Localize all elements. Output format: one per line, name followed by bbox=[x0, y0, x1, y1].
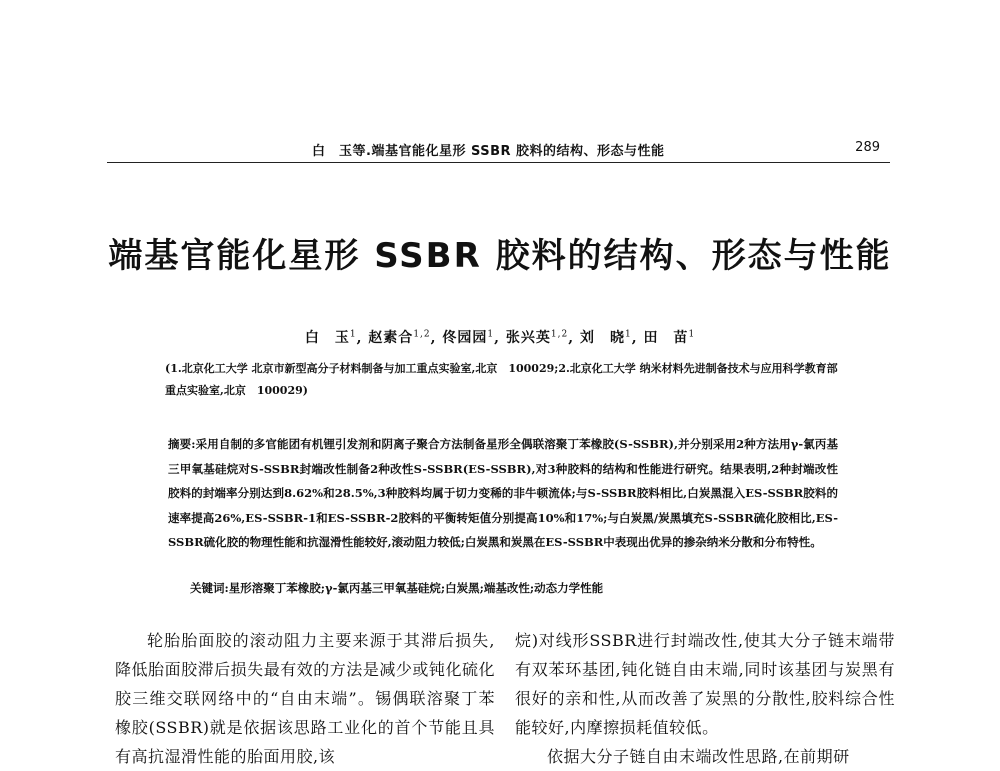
abstract-label: 摘要: bbox=[168, 437, 196, 451]
author-name: 张兴英 bbox=[505, 330, 551, 346]
author-list: 白 玉$^1$, 赵素合$^{1,2}$, 佟园园$^1$, 张兴英$^{1,2}$, 刘 晓$^1$, 田 苗$^1$ bbox=[304, 329, 696, 346]
body-left-column bbox=[115, 626, 495, 771]
author-affiliation-mark: 1 bbox=[688, 329, 696, 340]
body-paragraph: 依据大分子链自由末端改性思路,在前期研 bbox=[547, 747, 850, 766]
author-affiliation-mark: 1 bbox=[349, 329, 357, 340]
page-number: 289 bbox=[855, 140, 880, 155]
author-affiliation-mark: 1,2 bbox=[413, 329, 431, 340]
author-name: 刘 晓 bbox=[579, 330, 625, 346]
author-affiliation-mark: 1 bbox=[624, 329, 632, 340]
running-title: 白 玉等.端基官能化星形 SSBR 胶料的结构、形态与性能 bbox=[312, 144, 665, 159]
author-name: 白 玉 bbox=[304, 330, 350, 346]
body-right-column bbox=[515, 626, 895, 771]
keywords-label: 关键词: bbox=[190, 581, 229, 595]
author-name: 赵素合 bbox=[368, 330, 414, 346]
abstract-text: 采用自制的多官能团有机锂引发剂和阴离子聚合方法制备星形全偶联溶聚丁苯橡胶(S-SSBR),并分别采用2种方法用γ-氯丙基三甲氧基硅烷对S-SSBR封端改性制备2种改性S-SSBR(ES-SSBR),对3种胶料的结构和性能进行研究。结果表明,2种封端改性胶料的封端率分别达到8.62%和28.5%,3种胶料均属于切力变稀的非牛顿流体;与S-SSBR胶料相比,白炭黑混入ES-SSBR胶料的速率提高26%,ES-SSBR-1和ES-SSBR-2胶料的平衡转矩值分别提高10%和17%;与白炭黑/炭黑填充S-SSBR硫化胶相比,ES-SSBR硫化胶的物理性能和抗湿滑性能较好,滚动阻力较低;白炭黑和炭黑在ES-SSBR中表现出优异的掺杂纳米分散和分布特性。 bbox=[168, 437, 838, 549]
author-affiliation-mark: 1 bbox=[487, 329, 495, 340]
body-paragraph: 烷)对线形SSBR进行封端改性,使其大分子链末端带有双苯环基团,钝化链自由末端,同时该基团与炭黑有很好的亲和性,从而改善了炭黑的分散性,胶料综合性能较好,内摩擦损耗值较低。 bbox=[515, 631, 895, 737]
author-name: 佟园园 bbox=[442, 330, 488, 346]
author-affiliation-mark: 1,2 bbox=[550, 329, 569, 340]
affiliation: (1.北京化工大学 北京市新型高分子材料制备与加工重点实验室,北京 100029;2.北京化工大学 纳米材料先进制备技术与应用科学教育部重点实验室,北京 100029) bbox=[165, 362, 838, 397]
abstract bbox=[168, 432, 838, 555]
keywords bbox=[190, 578, 840, 598]
body-paragraph: 轮胎胎面胶的滚动阻力主要来源于其滞后损失,降低胎面胶滞后损失最有效的方法是减少或钝化硫化胶三维交联网络中的“自由末端”。锡偶联溶聚丁苯橡胶(SSBR)就是依据该思路工业化的首个节能且具有高抗湿滑性能的胎面用胶,该 bbox=[115, 631, 495, 766]
author-name: 田 苗 bbox=[643, 330, 689, 346]
paper-title: 端基官能化星形 SSBR 胶料的结构、形态与性能 bbox=[108, 236, 892, 276]
keywords-text: 星形溶聚丁苯橡胶;γ-氯丙基三甲氧基硅烷;白炭黑;端基改性;动态力学性能 bbox=[228, 581, 604, 595]
running-header bbox=[107, 138, 890, 163]
